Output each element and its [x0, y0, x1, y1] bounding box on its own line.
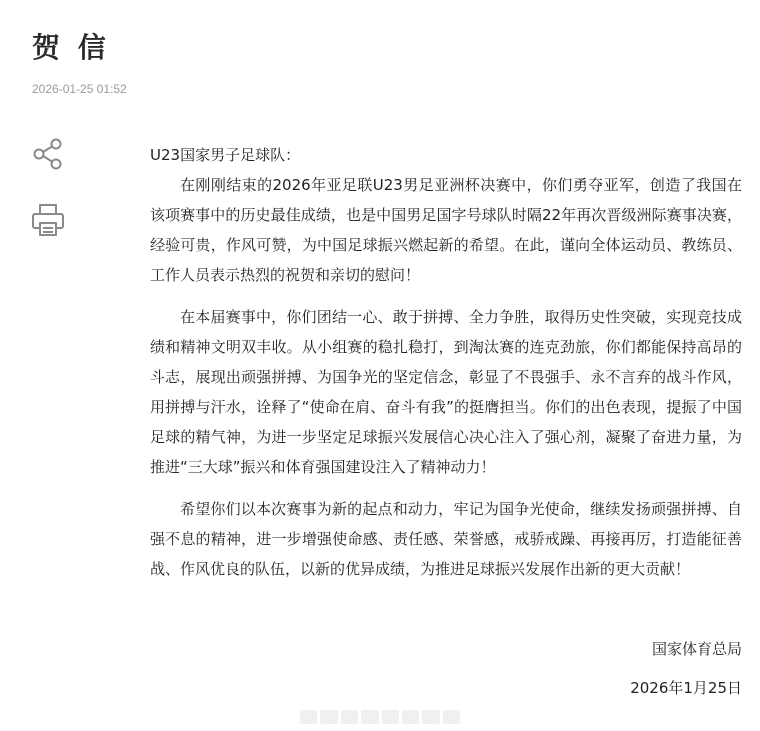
share-icon — [30, 136, 66, 172]
signature-organization: 国家体育总局 — [651, 640, 742, 658]
print-button[interactable] — [30, 202, 66, 238]
bottom-fade-decoration — [300, 710, 460, 724]
publish-timestamp: 2026-01-25 01:52 — [32, 82, 127, 96]
article-toolbar — [30, 136, 70, 238]
paragraph: 在本届赛事中，你们团结一心、敢于拼搏、全力争胜，取得历史性突破，实现竞技成绩和精神文明双丰收。从小组赛的稳扎稳打，到淘汰赛的连克劲旅，你们都能保持高昂的斗志，展现出顽强拼搏、为国争光的坚定信念，彰显了不畏强手、永不言弃的战斗作风，用拼搏与汗水，诠释了“使命在肩、奋斗有我”的挺膺担当。你们的出色表现，提振了中国足球的精气神，为进一步坚定足球振兴发展信心决心注入了强心剂，凝聚了奋进力量，为推进“三大球”振兴和体育强国建设注入了精神动力！ — [150, 308, 742, 476]
print-icon — [30, 202, 66, 238]
salutation: U23国家男子足球队： — [150, 146, 301, 164]
signature-date: 2026年1月25日 — [630, 679, 742, 697]
paragraph: 在刚刚结束的2026年亚足联U23男足亚洲杯决赛中，你们勇夺亚军，创造了我国在该项赛事中的历史最佳成绩，也是中国男足国字号球队时隔22年再次晋级洲际赛事决赛，经验可贵，作风可赞，为中国足球振兴燃起新的希望。在此，谨向全体运动员、教练员、工作人员表示热烈的祝贺和亲切的慰问！ — [150, 176, 742, 284]
letter-body — [150, 140, 742, 596]
page-title: 贺 信 — [32, 31, 110, 64]
paragraph: 希望你们以本次赛事为新的起点和动力，牢记为国争光使命，继续发扬顽强拼搏、自强不息的精神，进一步增强使命感、责任感、荣誉感，戒骄戒躁、再接再厉，打造能征善战、作风优良的队伍，以新的优异成绩，为推进足球振兴发展作出新的更大贡献！ — [150, 500, 742, 578]
share-button[interactable] — [30, 136, 66, 172]
